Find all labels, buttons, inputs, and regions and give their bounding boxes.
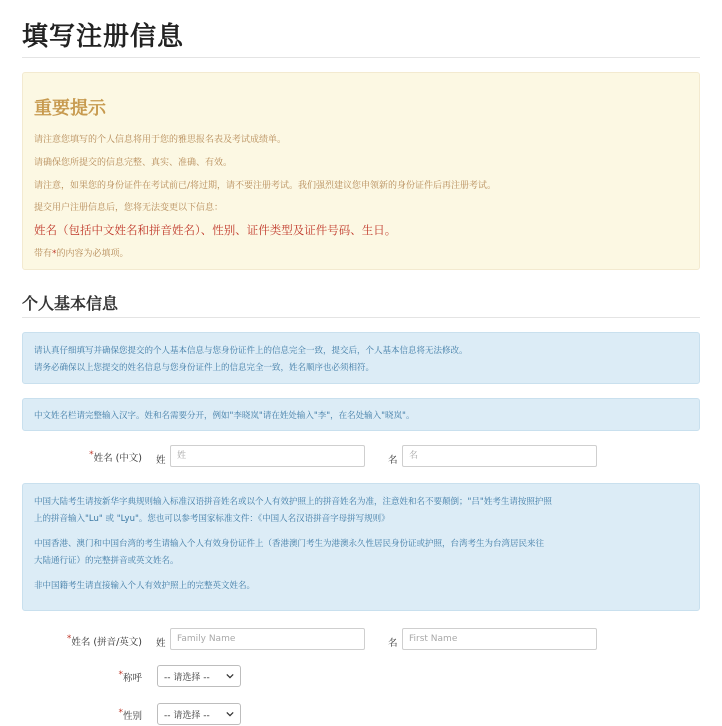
important-notice [22,72,700,270]
chevron-down-icon [226,672,234,680]
chinese-given-name-input[interactable] [402,445,597,467]
notice-line: 提交用户注册信息后，您将无法变更以下信息： [34,203,224,213]
section-title: 个人基本信息 [22,294,119,313]
info-line: 中国香港、澳门和中国台湾的考生请输入个人有效身份证件上（香港澳门考生为港澳永久性居民身份证或护照，台湾考生为台湾居民来往 [34,539,545,549]
notice-line: 请确保您所提交的信息完整、真实、准确、有效。 [34,158,233,168]
info-line: 请务必确保以上您提交的姓名信息与您身份证件上的信息完全一致，姓名顺序也必须相符。 [34,363,375,373]
family-name-input[interactable] [170,628,365,650]
notice-highlight: 姓名（包括中文姓名和拼音姓名）、性别、证件类型及证件号码、生日。 [34,223,397,237]
surname-label: 姓 [156,638,166,649]
required-note: 带有*的内容为必填项。 [34,249,129,259]
info-box-identity [22,332,700,384]
info-line: 上的拼音输入"Lu" 或 "Lyu"。您也可以参考国家标准文件：《中国人名汉语拼音字母拼写规则》 [34,514,390,524]
info-line: 大陆通行证）的完整拼音或英文姓名。 [34,556,179,566]
notice-line: 请注意您填写的个人信息将用于您的雅思报名表及考试成绩单。 [34,135,287,145]
chevron-down-icon [226,710,234,718]
section-divider [22,317,700,318]
info-line: 非中国籍考生请直接输入个人有效护照上的完整英文姓名。 [34,581,256,591]
info-box-pinyin-name [22,483,700,611]
info-line: 请认真仔细填写并确保您提交的个人基本信息与您身份证件上的信息完全一致，提交后，个人基本信息将无法修改。 [34,346,468,356]
gender-select[interactable] [157,703,241,725]
surname-label: 姓 [156,455,166,466]
page-title: 填写注册信息 [22,22,185,52]
gender-select-value: -- 请选择 -- [164,710,210,721]
title-divider [22,57,700,58]
first-name-input[interactable] [402,628,597,650]
info-box-chinese-name [22,398,700,431]
title-label: *称呼 [118,670,142,684]
notice-line: 请注意，如果您的身份证件在考试前已/将过期，请不要注册考试。我们强烈建议您申领新的身份证件后再注册考试。 [34,181,497,191]
chinese-name-label: *姓名 (中文) [89,450,142,464]
chinese-surname-input[interactable] [170,445,365,467]
notice-title: 重要提示 [34,98,106,119]
info-line: 中国大陆考生请按新华字典规则输入标准汉语拼音姓名或以个人有效护照上的拼音姓名为准，注意姓和名不要颠倒；"吕"姓考生请按照护照 [34,497,552,507]
info-line: 中文姓名栏请完整输入汉字。姓和名需要分开，例如"李晓岚"请在姓处输入"李"，在名处输入"晓岚"。 [34,411,415,421]
given-name-label: 名 [388,455,398,466]
gender-label: *性别 [118,708,142,722]
pinyin-name-label: *姓名 (拼音/英文) [66,634,142,648]
given-name-label: 名 [388,638,398,649]
title-select[interactable] [157,665,241,687]
title-select-value: -- 请选择 -- [164,672,210,683]
